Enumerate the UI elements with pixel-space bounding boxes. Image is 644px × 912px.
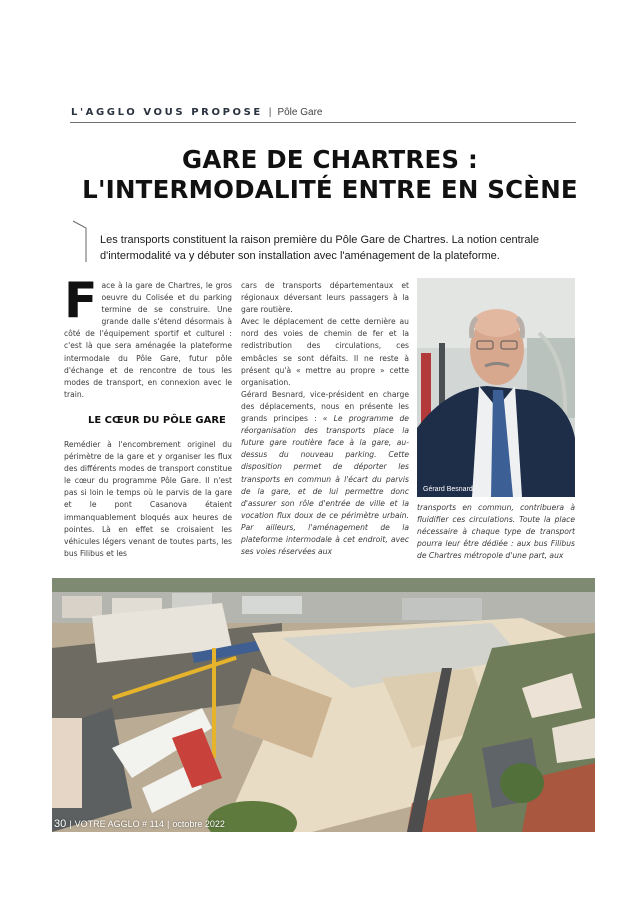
- header-rule: [70, 122, 576, 123]
- portrait-photo: [417, 278, 575, 497]
- section-kicker: [71, 106, 322, 118]
- title-line-1: GARE DE CHARTRES :: [182, 145, 478, 174]
- body-paragraph: cars de transports départementaux et régionaux déversant leurs passagers à la gare routière.: [241, 281, 409, 315]
- aerial-construction-illustration: [52, 578, 595, 832]
- body-paragraph: Avec le déplacement de cette dernière au nord des voies de chemin de fer et la redistribution des circulations, ces embâcles se sont défaits. Il ne reste à présent qu'à « mettre au propre » cette organisation.: [241, 317, 409, 387]
- article-title: [60, 145, 600, 205]
- quote-text: « Le programme de réorganisation des transports place la future gare routière face à la gare, au-dessus du nouveau parking. Cette disposition permet de déporter les transports en commun à l'écart du parvis de la gare, et de lui permettre donc d'assurer son rôle d'entrée de ville et la vocation flux doux de ce périmètre urbain. Par ailleurs, l'aménagement de la plateforme intermodale à cet endroit, avec ses voies réservées aux: [241, 414, 409, 557]
- intro-paragraph: ace à la gare de Chartres, le gros oeuvre du Colisée et du parking termine de se construire. Une grande dalle s'étend désormais à côté de l'équipement sportif et culturel : c'est là que sera aménagée la plateforme intermodale du Pôle Gare, futur pôle d'échange et de rencontre de tous les modes de transport, en connexion avec le train.: [64, 281, 232, 399]
- column-1: [64, 272, 232, 560]
- section-name: L'AGGLO VOUS PROPOSE: [71, 107, 263, 118]
- title-line-2: L'INTERMODALITÉ ENTRE EN SCÈNE: [82, 175, 578, 204]
- aerial-photo: [52, 578, 595, 832]
- portrait-caption: Gérard Besnard.: [423, 486, 475, 493]
- drop-cap: F: [64, 272, 98, 329]
- column-2: [241, 280, 409, 558]
- quote-intro: Gérard Besnard, vice-président en charge des déplacements, nous en présente les grands principes :: [241, 389, 409, 424]
- subheading: LE CŒUR DU PÔLE GARE: [88, 414, 226, 426]
- kicker-separator: |: [268, 106, 272, 118]
- portrait-illustration: [417, 278, 575, 497]
- standfirst: Les transports constituent la raison première du Pôle Gare de Chartres. La notion centrale d'intermodalité va y débuter son installation avec l'aménagement de la plateforme.: [100, 234, 540, 262]
- quote-continuation: transports en commun, contribuera à fluidifier ces circulations. Toute la place nécessaire à chaque type de transport pourra leur être dédiée : aux bus Filibus de Chartres métropole d'une part, aux: [417, 503, 575, 561]
- issue-date: octobre 2022: [172, 819, 225, 829]
- subsection-name: Pôle Gare: [277, 107, 323, 118]
- issue-number: # 114: [142, 819, 164, 829]
- page-footer: 30 | VOTRE AGGLO # 114 | octobre 2022: [54, 818, 225, 830]
- magazine-name: VOTRE AGGLO: [74, 819, 140, 829]
- body-paragraph: Remédier à l'encombrement originel du périmètre de la gare et y organiser les flux des différents modes de transport constitue le cœur du programme Pôle Gare. Il n'est pas si loin le temps où le parvis de la gare et le pont Casanova étaient immanquablement bloqués aux heures de pointes. Là en effet se croisaient les véhicules légers venant de toutes parts, les bus Filibus et les: [64, 439, 232, 558]
- standfirst-bracket-icon: [73, 220, 101, 262]
- page-number: 30: [54, 818, 67, 830]
- quote-paragraph: [241, 389, 409, 558]
- column-3: [417, 502, 575, 562]
